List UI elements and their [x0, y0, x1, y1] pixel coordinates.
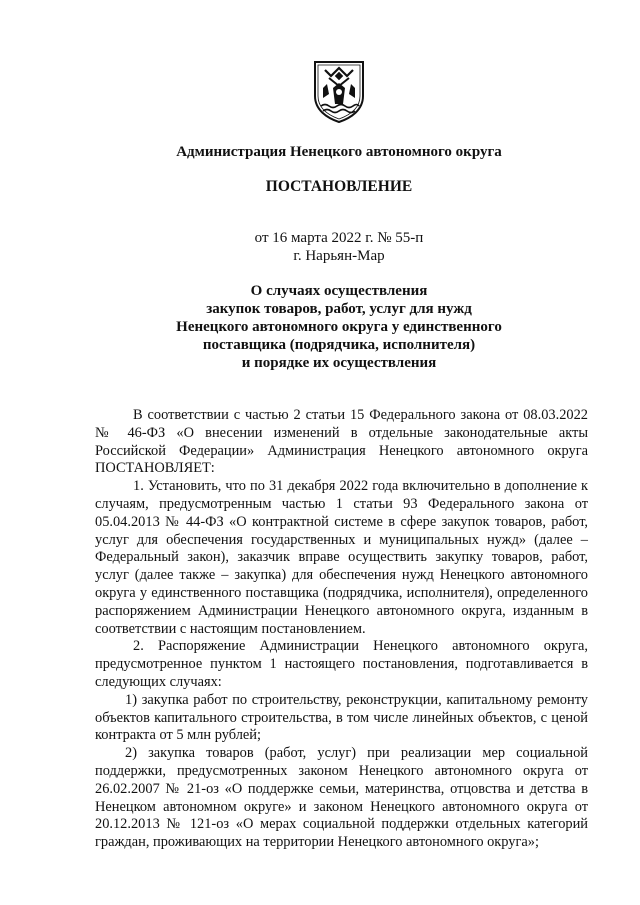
coat-of-arms-icon: [311, 58, 367, 124]
organization-name: Администрация Ненецкого автономного округа: [176, 144, 502, 160]
title-line: и порядке их осуществления: [241, 355, 437, 371]
document-city: г. Нарьян-Мар: [293, 248, 385, 264]
title-line: поставщика (подрядчика, исполнителя): [202, 337, 476, 353]
title-line: Ненецкого автономного округа у единственного: [176, 319, 502, 335]
document-date: от 16 марта 2022 г. № 55-п: [254, 230, 424, 246]
clause-1-paragraph: 1. Установить, что по 31 декабря 2022 года включительно в дополнение к случаям, предусмотренным частью 1 статьи 93 Федерального закона от 05.04.2013 № 44-ФЗ «О контрактной системе в сфере закупок товаров, работ, услуг для обеспечения государственных и муниципальных нужд» (далее – Федеральный закон), заказчик вправе осуществить закупку товаров, работ, услуг (далее также – закупка) для обеспечения нужд Ненецкого автономного округа у единственного поставщика (подрядчика, исполнителя), определенного распоряжением Администрации Ненецкого автономного округа, изданным в соответствии с настоящим постановлением.: [95, 478, 588, 637]
subclause-2-paragraph: 2) закупка товаров (работ, услуг) при реализации мер социальной поддержки, предусмотренных законом Ненецкого автономного округа от 26.02.2007 № 21-оз «О поддержке семьи, материнства, отцовства и детства в Ненецком автономном округе» и законом Ненецкого автономного округа от 20.12.2013 № 121-оз «О мерах социальной поддержки отдельных категорий граждан, проживающих на территории Ненецкого автономного округа»;: [95, 745, 588, 851]
clause-2-paragraph: 2. Распоряжение Администрации Ненецкого автономного округа, предусмотренное пунктом 1 настоящего постановления, подготавливается в следующих случаях:: [95, 638, 588, 690]
title-line: закупок товаров, работ, услуг для нужд: [206, 301, 472, 317]
subclause-1-paragraph: 1) закупка работ по строительству, реконструкции, капитальному ремонту объектов капитального строительства, в том числе линейных объектов, с ценой контракта от 5 млн рублей;: [95, 691, 588, 744]
document-body: [95, 407, 588, 852]
title-line: О случаях осуществления: [250, 283, 428, 299]
document-type: ПОСТАНОВЛЕНИЕ: [265, 178, 413, 195]
preamble-paragraph: В соответствии с частью 2 статьи 15 Федерального закона от 08.03.2022 № 46-ФЗ «О внесении изменений в отдельные законодательные акты Российской Федерации» Администрация Ненецкого автономного округа ПОСТАНОВЛЯЕТ:: [95, 407, 588, 477]
